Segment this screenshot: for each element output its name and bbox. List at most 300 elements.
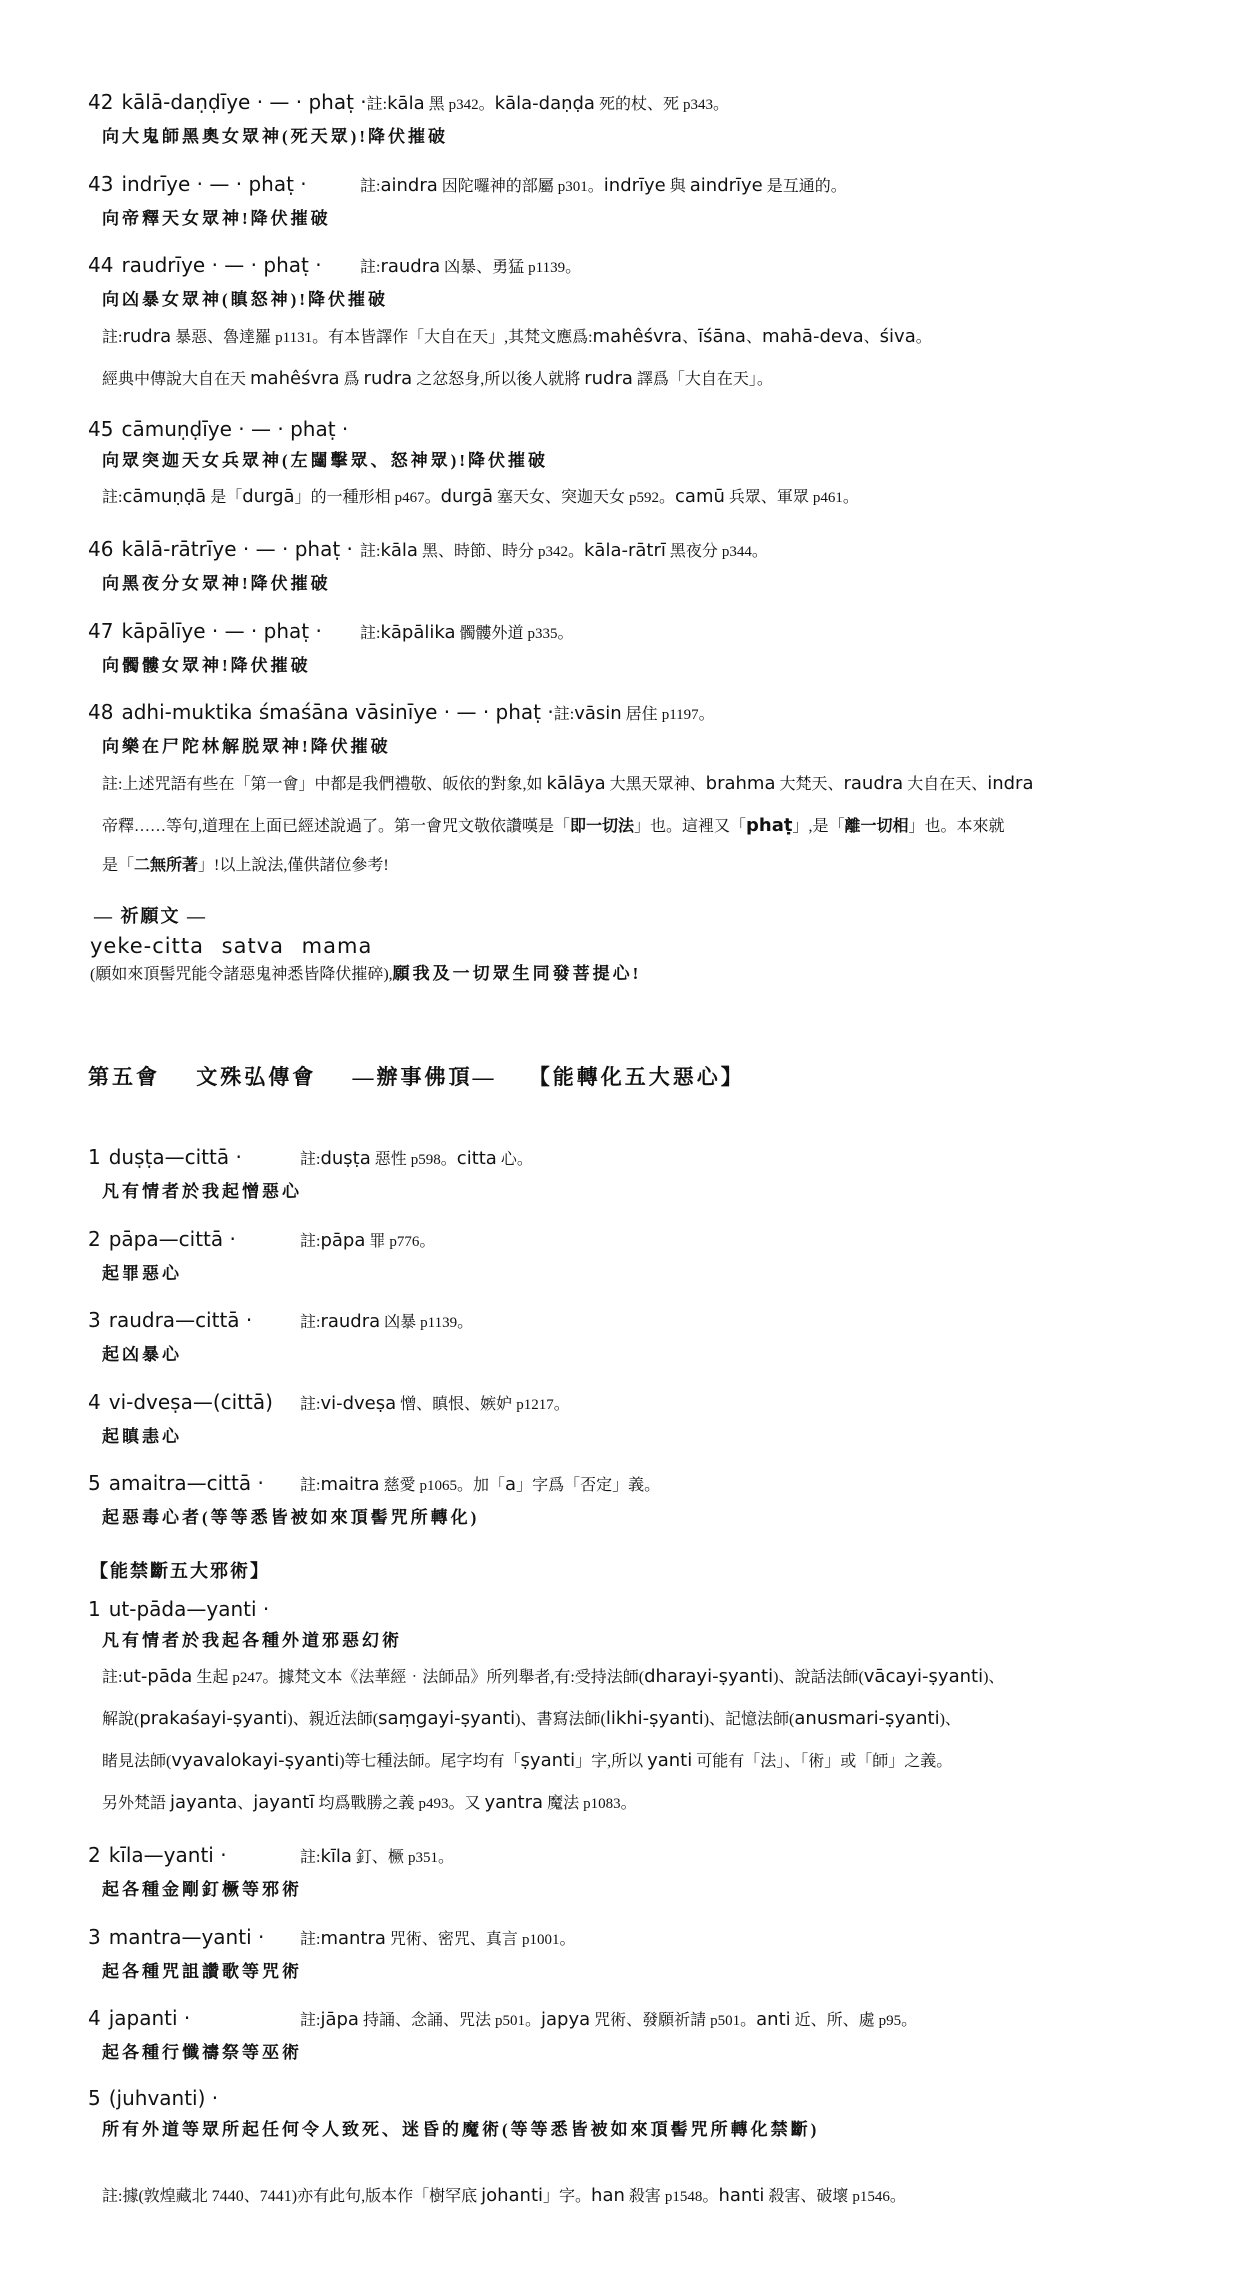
entry-gloss: 凡有情者於我起憎惡心 xyxy=(102,1182,302,1202)
page-reference: p1139 xyxy=(528,260,566,276)
entry-head xyxy=(88,251,1185,280)
note-text: 兵眾、軍眾 xyxy=(724,489,813,506)
note-text: 。 xyxy=(419,1232,436,1250)
note-text: 註: xyxy=(102,489,123,506)
page-reference: p467 xyxy=(394,490,425,506)
note-text: 憎、瞋恨、嫉妒 xyxy=(396,1395,517,1413)
entry-head xyxy=(88,1469,1185,1498)
sanskrit-term: prakaśayi-ṣyanti xyxy=(139,1708,288,1730)
sanskrit-term: jāpa xyxy=(320,2009,359,2031)
mantra-text: (juhvanti) · xyxy=(108,2085,219,2110)
note-text: 黑 xyxy=(424,96,449,113)
sanskrit-term: rudra xyxy=(584,367,633,389)
entry-note xyxy=(360,170,847,199)
mantra-text: cāmuṇḍīye · — · phaṭ · xyxy=(121,416,349,441)
note-text: 、 xyxy=(237,1795,254,1813)
entry-number: 43 xyxy=(88,171,114,196)
note-text: )、親近法師( xyxy=(287,1711,379,1729)
sanskrit-term: īśāna xyxy=(698,325,746,347)
footnote-text: 註:據(敦煌藏北 7440、7441)亦有此句,版本作「樹罕底 xyxy=(102,2188,482,2206)
sanskrit-term: yantra xyxy=(484,1792,544,1814)
prayer-section xyxy=(88,902,1185,988)
entry-number: 44 xyxy=(88,253,114,277)
entry-gloss: 所有外道等眾所起任何令人致死、迷昏的魔術(等等悉皆被如來頂髻咒所轉化禁斷) xyxy=(102,2119,820,2139)
sanskrit-term: raudra xyxy=(380,256,441,277)
note-text: )、說話法師( xyxy=(773,1669,864,1687)
note-text: 凶暴 xyxy=(380,1314,421,1332)
mantra-text: vi-dveṣa—(cittā) xyxy=(108,1389,273,1414)
assembly-subtitle: —辦事佛頂— xyxy=(352,1065,497,1090)
mantra-line xyxy=(88,1471,300,1495)
sanskrit-term: camū xyxy=(675,486,725,507)
note-text: 。 xyxy=(740,2012,757,2030)
mantra-text: japanti · xyxy=(108,2006,191,2031)
entry-note xyxy=(367,88,729,117)
entry-note xyxy=(554,698,715,727)
mantra-line xyxy=(88,90,367,114)
prayer-gloss-text: 願我及一切眾生同發菩提心! xyxy=(392,963,642,983)
entry-note xyxy=(300,1469,660,1498)
sanskrit-term: vācayi-ṣyanti xyxy=(863,1666,984,1688)
entry-note-line xyxy=(102,319,1185,355)
page-reference: p1065 xyxy=(419,1478,458,1495)
page-reference: p1217 xyxy=(516,1396,554,1413)
sanskrit-term: ut-pāda xyxy=(122,1666,193,1688)
mantra-text: duṣṭa—cittā · xyxy=(108,1145,242,1170)
note-text: 。又 xyxy=(448,1795,485,1813)
note-text: 魔法 xyxy=(543,1795,584,1813)
note-text: 黑夜分 xyxy=(665,543,722,560)
sanskrit-term: indrīye xyxy=(603,174,666,196)
entry-head xyxy=(88,535,1185,564)
note-text: 註: xyxy=(366,96,388,113)
entry xyxy=(88,1388,1185,1450)
sanskrit-term: citta xyxy=(456,1148,497,1170)
page-reference: p301 xyxy=(557,178,588,195)
mantra-text: mantra—yanti · xyxy=(108,1924,265,1949)
note-text: 。有本皆譯作「大自在天」,其梵文應爲: xyxy=(312,328,593,346)
page-reference: p592 xyxy=(629,490,659,506)
entry-number: 4 xyxy=(88,2006,101,2031)
entry-gloss: 起罪惡心 xyxy=(102,1263,182,1283)
sanskrit-term: rudra xyxy=(363,367,413,389)
mantra-line xyxy=(88,172,360,196)
assembly-5-heading xyxy=(88,1061,1185,1091)
note-text: 註: xyxy=(300,1849,321,1867)
note-text: 。 xyxy=(478,96,495,113)
note-text: 釘、橛 xyxy=(351,1849,408,1867)
sanskrit-term: cāmuṇḍā xyxy=(122,486,207,507)
entry xyxy=(88,1225,1185,1287)
note-text: 。 xyxy=(457,1314,474,1332)
note-text: 持誦、念誦、咒法 xyxy=(358,2012,495,2030)
entry-note xyxy=(300,2004,917,2033)
page-reference: p1001 xyxy=(521,1931,560,1948)
note-text: 大梵天、 xyxy=(775,775,844,793)
note-text: 另外梵語 xyxy=(102,1795,171,1813)
entry-note xyxy=(360,251,581,280)
sanskrit-term: anti xyxy=(756,2009,791,2031)
entry-head xyxy=(88,1306,1185,1335)
sanskrit-term: phaṭ xyxy=(746,814,793,836)
mantra-line xyxy=(88,1925,300,1949)
note-text: 註: xyxy=(102,328,123,346)
entry-number: 4 xyxy=(88,1389,101,1414)
entry-gloss: 向凶暴女眾神(瞋怒神)!降伏摧破 xyxy=(102,290,388,309)
entry-note-line xyxy=(102,808,1185,844)
note-text: 暴惡、魯達羅 xyxy=(171,328,276,346)
entry-note-line xyxy=(102,479,1185,515)
note-text: 是「 xyxy=(102,856,135,874)
entry-head xyxy=(88,2086,1185,2110)
note-text: 。 xyxy=(559,1930,576,1948)
note-text: 。 xyxy=(567,543,584,560)
entry-number: 2 xyxy=(88,1226,101,1251)
note-text: 大自在天、 xyxy=(903,775,988,793)
mantra-line xyxy=(88,537,360,561)
note-text: 註: xyxy=(360,543,381,560)
note-text: 註: xyxy=(360,259,381,276)
mantra-line xyxy=(88,700,554,724)
note-text: 、 xyxy=(863,328,880,346)
mantra-line xyxy=(88,1308,300,1332)
entry-gloss: 向樂在尸陀林解脱眾神!降伏摧破 xyxy=(102,737,391,756)
entry-gloss: 向帝釋天女眾神!降伏摧破 xyxy=(102,208,331,228)
mantra-line xyxy=(88,2006,300,2030)
sanskrit-term: kāla-daṇḍa xyxy=(494,93,595,114)
entry-gloss: 向眾突迦天女兵眾神(左闥擊眾、怒神眾)!降伏摧破 xyxy=(102,450,548,470)
entry-gloss: 起凶暴心 xyxy=(102,1345,182,1365)
page-reference: p342 xyxy=(537,544,568,560)
sanskrit-term: saṃgayi-ṣyanti xyxy=(378,1708,516,1730)
sanskrit-term: kālāya xyxy=(546,772,606,794)
entry-gloss: 向大鬼師黑奧女眾神(死天眾)!降伏摧破 xyxy=(102,127,448,146)
page-reference: p247 xyxy=(232,1670,263,1687)
entry-gloss: 起瞋恚心 xyxy=(102,1426,182,1446)
footnote-text: 。 xyxy=(889,2188,906,2206)
entry-head xyxy=(88,1143,1185,1172)
note-text: 註: xyxy=(553,706,575,723)
entry-extra-notes xyxy=(88,319,1185,397)
note-text: 」!以上說法,僅供諸位參考! xyxy=(198,856,389,874)
note-text: 。 xyxy=(424,489,441,506)
entry xyxy=(88,2086,1185,2143)
sanskrit-term: japya xyxy=(540,2009,591,2031)
entry-gloss: 向髑髏女眾神!降伏摧破 xyxy=(102,655,311,675)
note-text: )、 xyxy=(939,1711,961,1729)
entry-note xyxy=(300,1923,575,1952)
note-text: 。 xyxy=(553,1395,570,1413)
footnote-text: 殺害、破壞 xyxy=(764,2188,853,2206)
note-text: 註: xyxy=(102,1669,123,1687)
mantra-text: adhi-muktika śmaśāna vāsinīye · — · phaṭ · xyxy=(121,700,554,724)
sanskrit-term: brahma xyxy=(705,772,776,794)
note-text: 」字爲「否定」義。 xyxy=(516,1477,661,1495)
note-text: 髑髏外道 xyxy=(455,624,528,642)
entry-number: 2 xyxy=(88,1843,101,1868)
note-text: 。 xyxy=(712,96,729,113)
entry-head xyxy=(88,1923,1185,1952)
sanskrit-term: johanti xyxy=(481,2185,544,2207)
note-text: 均爲戰勝之義 xyxy=(314,1795,419,1813)
entry-head xyxy=(88,417,1185,441)
note-text: 。據梵文本《法華經‧法師品》所列舉者,有:受持法師( xyxy=(262,1669,645,1687)
entry-number: 47 xyxy=(88,618,114,643)
sanskrit-term: dharayi-ṣyanti xyxy=(644,1666,774,1688)
note-text: 」字,所以 xyxy=(575,1753,648,1771)
note-text: 」的一種形相 xyxy=(294,489,395,506)
note-text: 註: xyxy=(360,624,381,642)
note-text: 慈愛 xyxy=(379,1477,420,1495)
note-text: 可能有「法」、「術」或「師」之義。 xyxy=(692,1753,953,1771)
note-text: )等七種法師。尾字均有「 xyxy=(339,1753,521,1771)
sanskrit-term: kīla xyxy=(320,1846,352,1868)
entry-number: 42 xyxy=(88,90,114,114)
sanskrit-term: indra xyxy=(987,772,1034,794)
note-text: 心。 xyxy=(496,1151,533,1169)
note-text: 。加「 xyxy=(457,1477,506,1495)
page-reference: p95 xyxy=(878,2013,902,2030)
note-text: 是「 xyxy=(206,489,243,506)
mantra-text: kālā-daṇḍīye · — · phaṭ · xyxy=(121,90,367,114)
sanskrit-term: jayantī xyxy=(253,1792,315,1814)
mantra-line xyxy=(88,253,360,277)
sanskrit-term: vi-dveṣa xyxy=(320,1392,397,1414)
page-reference: p1197 xyxy=(661,707,699,723)
assembly-5-entry-list-1 xyxy=(88,1143,1185,1531)
note-text: 譯爲「大自在天」。 xyxy=(632,370,773,388)
sanskrit-term: ṣyanti xyxy=(520,1750,576,1772)
mantra-line xyxy=(88,2086,300,2110)
note-text: 。 xyxy=(659,489,676,506)
note-text: 」,是「 xyxy=(792,817,845,835)
sanskrit-term: kāpālika xyxy=(380,621,456,643)
note-text: 惡性 xyxy=(370,1151,411,1169)
page-reference: p776 xyxy=(389,1233,420,1250)
mantra-text: kāpālīye · — · phaṭ · xyxy=(121,618,322,643)
page-reference: p493 xyxy=(418,1796,449,1813)
sanskrit-term: pāpa xyxy=(320,1229,366,1251)
page-reference: p1546 xyxy=(852,2189,890,2206)
entry-note xyxy=(300,1225,435,1254)
note-text: 。 xyxy=(901,2012,918,2030)
entry-number: 45 xyxy=(88,416,114,441)
sanskrit-term: duṣṭa xyxy=(320,1148,371,1170)
entry-head xyxy=(88,698,1185,727)
sanskrit-term: kāla xyxy=(380,540,418,561)
entry-gloss: 起各種行懺禱祭等巫術 xyxy=(102,2043,302,2063)
note-text: 註: xyxy=(300,1930,321,1948)
mantra-text: ut-pāda—yanti · xyxy=(108,1596,270,1621)
note-text: 咒術、發願祈請 xyxy=(590,2012,711,2030)
note-text: )、記憶法師( xyxy=(703,1711,795,1729)
note-text: 經典中傳說大自在天 xyxy=(102,370,251,388)
entry-note-line xyxy=(102,1743,1185,1779)
entry-note xyxy=(300,1841,454,1870)
note-text: 註: xyxy=(360,177,381,195)
page-reference: p1548 xyxy=(664,2189,703,2206)
footnote-text: 」字。 xyxy=(543,2188,592,2206)
note-text: 離一切相 xyxy=(844,817,909,835)
entry-note-line xyxy=(102,361,1185,397)
sanskrit-term: mahêśvra xyxy=(592,325,683,347)
note-text: 解說( xyxy=(102,1711,140,1729)
entry-gloss: 起各種咒詛讚歌等咒術 xyxy=(102,1961,302,1981)
mantra-text: raudra—cittā · xyxy=(108,1308,253,1333)
entry xyxy=(88,1306,1185,1368)
assembly-5-entry-list-2 xyxy=(88,1597,1185,2143)
note-text: 即一切法 xyxy=(570,817,635,835)
footnote xyxy=(102,2182,1185,2211)
page-reference: p501 xyxy=(710,2013,741,2030)
mantra-text: amaitra—cittā · xyxy=(108,1471,264,1496)
note-text: 帝釋……等句,道理在上面已經述說過了。第一會咒文敬依讚嘆是「 xyxy=(102,817,571,835)
note-text: 。 xyxy=(842,489,859,506)
mantra-text: raudrīye · — · phaṭ · xyxy=(121,253,322,277)
entry-number: 46 xyxy=(88,537,114,561)
sanskrit-term: kāla-rātrī xyxy=(583,540,666,561)
page-reference: p598 xyxy=(410,1152,441,1169)
sanskrit-term: vyavalokayi-ṣyanti xyxy=(171,1750,340,1772)
note-text: 註: xyxy=(300,1151,321,1169)
note-text: 咒術、密咒、真言 xyxy=(385,1930,522,1948)
sanskrit-term: durgā xyxy=(242,486,295,507)
note-text: 註: xyxy=(300,1314,321,1332)
note-text: 死的杖、死 xyxy=(594,96,683,113)
note-text: 近、所、處 xyxy=(790,2012,879,2030)
entry xyxy=(88,251,1185,397)
entry-extra-notes xyxy=(88,1659,1185,1821)
sanskrit-term: a xyxy=(505,1474,517,1496)
prayer-gloss xyxy=(90,960,1185,988)
footnote-text: 殺害 xyxy=(624,2188,665,2206)
entry-note xyxy=(360,617,574,646)
note-text: 註: xyxy=(300,1477,321,1495)
mantra-text: kīla—yanti · xyxy=(108,1843,227,1868)
entry xyxy=(88,617,1185,679)
note-text: )、書寫法師( xyxy=(515,1711,606,1729)
mantra-text: kālā-rātrīye · — · phaṭ · xyxy=(121,537,353,561)
note-text: 。 xyxy=(557,624,574,642)
mantra-text: pāpa—cittā · xyxy=(108,1226,236,1251)
entry-number: 48 xyxy=(88,700,114,724)
entry-note-line xyxy=(102,1785,1185,1821)
entry-note xyxy=(300,1143,533,1172)
entry xyxy=(88,170,1185,232)
entry-head xyxy=(88,1225,1185,1254)
entry-gloss: 起各種金剛釘橛等邪術 xyxy=(102,1880,302,1900)
note-text: 。 xyxy=(915,328,932,346)
entry-note-line xyxy=(102,1659,1185,1695)
entry-extra-notes xyxy=(88,479,1185,515)
note-text: 凶暴、勇猛 xyxy=(440,259,529,276)
sanskrit-term: aindrīye xyxy=(689,174,763,196)
mantra-line xyxy=(88,1843,300,1867)
note-text: 與 xyxy=(665,177,690,195)
sanskrit-term: vāsin xyxy=(574,703,622,724)
entry-head xyxy=(88,1388,1185,1417)
page-reference: p351 xyxy=(407,1850,438,1867)
entry xyxy=(88,2004,1185,2066)
note-text: 之忿怒身,所以後人就將 xyxy=(412,370,585,388)
note-text: 爲 xyxy=(339,370,364,388)
entry-number: 1 xyxy=(88,1596,101,1621)
note-text: 」也。本來就 xyxy=(908,817,1005,835)
entry-note-line xyxy=(102,1701,1185,1737)
note-text: 。 xyxy=(587,177,604,195)
mantra-text: indrīye · — · phaṭ · xyxy=(121,171,307,196)
page-reference: p1131 xyxy=(275,329,313,346)
entry-number: 1 xyxy=(88,1145,101,1170)
note-text: 」也。這裡又「 xyxy=(634,817,747,835)
note-text: 。 xyxy=(440,1151,457,1169)
prayer-gloss-text: (願如來頂髻咒能令諸惡鬼神悉皆降伏摧碎), xyxy=(90,965,393,983)
note-text: 生起 xyxy=(192,1669,233,1687)
entry-head xyxy=(88,170,1185,199)
note-text: 塞天女、突迦天女 xyxy=(492,489,629,506)
page-reference: p461 xyxy=(812,490,843,506)
note-text: 、 xyxy=(745,328,762,346)
note-text: 註: xyxy=(300,1395,321,1413)
assembly-name: 文殊弘傳會 xyxy=(196,1065,317,1090)
entry xyxy=(88,535,1185,597)
prayer-mantra: yeke-citta satva mama xyxy=(90,933,373,958)
entry xyxy=(88,698,1185,882)
prayer-title: — 祈願文 — xyxy=(94,905,207,926)
sanskrit-term: maitra xyxy=(320,1474,380,1496)
entry-note-line xyxy=(102,850,1185,882)
sanskrit-term: rudra xyxy=(122,325,172,347)
mantra-line xyxy=(88,417,360,441)
note-text: 大黑天眾神、 xyxy=(605,775,706,793)
entry xyxy=(88,417,1185,516)
note-text: 註:上述咒語有些在「第一會」中都是我們禮敬、皈依的對象,如 xyxy=(102,775,547,793)
note-text: 罪 xyxy=(365,1232,390,1250)
page-reference: p1139 xyxy=(420,1315,458,1332)
sanskrit-term: kāla xyxy=(387,93,425,114)
sanskrit-term: anusmari-ṣyanti xyxy=(794,1708,940,1730)
entry-head xyxy=(88,1841,1185,1870)
note-text: 黑、時節、時分 xyxy=(417,543,538,560)
page-reference: p501 xyxy=(494,2013,525,2030)
sanskrit-term: śiva xyxy=(879,325,916,347)
entry-head xyxy=(88,1597,1185,1621)
page-reference: p335 xyxy=(527,625,558,642)
assembly-4-entry-list xyxy=(88,88,1185,882)
note-text: 因陀囉神的部屬 xyxy=(437,177,558,195)
entry-gloss: 凡有情者於我起各種外道邪惡幻術 xyxy=(102,1630,402,1650)
note-text: 是互通的。 xyxy=(762,177,847,195)
mantra-line xyxy=(88,1597,300,1621)
sanskrit-term: mantra xyxy=(320,1927,386,1949)
sanskrit-term: raudra xyxy=(843,772,904,794)
entry-number: 3 xyxy=(88,1924,101,1949)
page-reference: p343 xyxy=(682,97,713,113)
entry-extra-notes xyxy=(88,766,1185,882)
note-text: 。 xyxy=(524,2012,541,2030)
sanskrit-term: yanti xyxy=(647,1750,693,1772)
note-text: 。 xyxy=(620,1795,637,1813)
note-text: 註: xyxy=(300,2012,321,2030)
sanskrit-term: mahā-deva xyxy=(761,325,864,347)
sanskrit-term: likhi-ṣyanti xyxy=(605,1708,704,1730)
entry xyxy=(88,88,1185,150)
note-text: 。 xyxy=(698,706,715,723)
entry xyxy=(88,1597,1185,1822)
note-text: 。 xyxy=(437,1849,454,1867)
entry xyxy=(88,1841,1185,1903)
sanskrit-term: han xyxy=(591,2185,625,2207)
